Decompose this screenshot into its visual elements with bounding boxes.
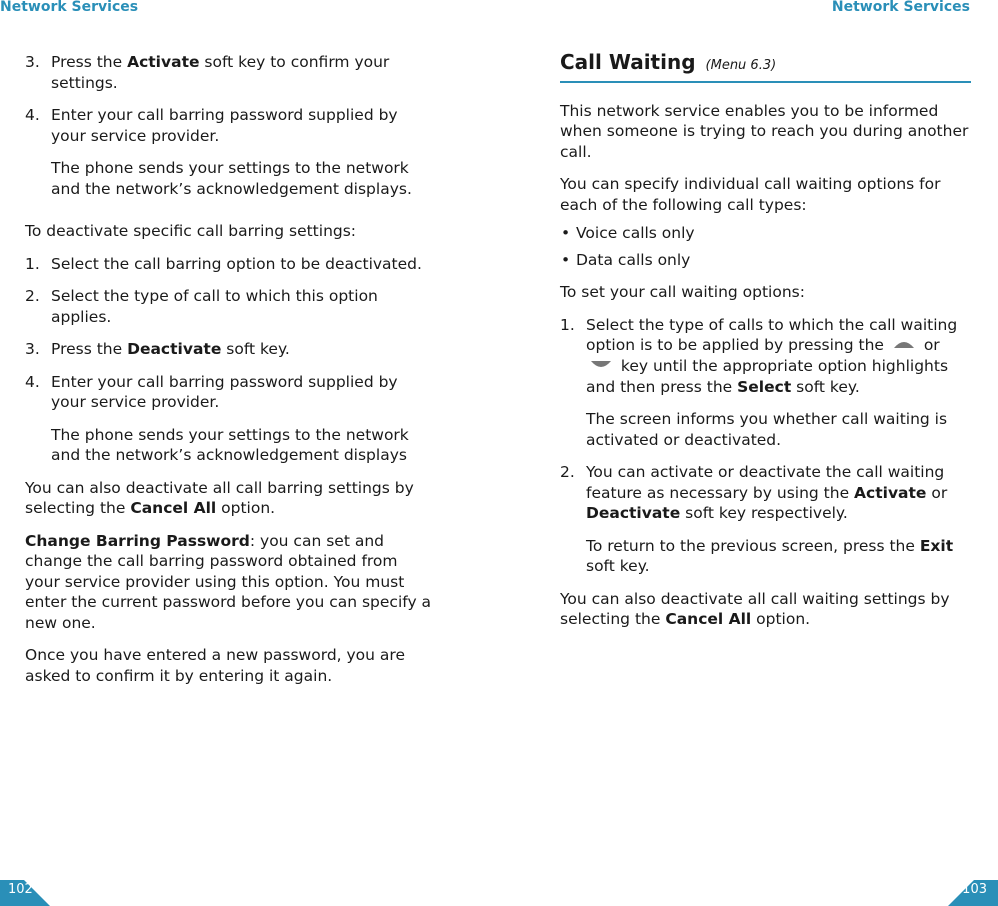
up-key-icon: [892, 335, 916, 356]
down-key-icon: [589, 356, 613, 377]
set-step-2-note: To return to the previous screen, press the Exit soft key.: [586, 536, 954, 575]
deactivate-step-2: 2. Select the type of call to which this option applies.: [25, 287, 378, 326]
running-header: Network Services: [831, 0, 970, 15]
deactivate-step-1: 1. Select the call barring option to be deactivated.: [25, 254, 422, 273]
page-number: 103: [962, 881, 987, 897]
step-3-activate: 3. Press the Activate soft key to confirm your settings.: [25, 53, 390, 92]
bullet-data: • Data calls only: [561, 250, 691, 269]
set-step-1: 1. Select the type of calls to which the call waiting option is to be applied by pressing the or key until the appropriate option highlights and then press the Select soft key.: [560, 315, 958, 396]
left-page-content: [25, 52, 435, 698]
deactivate-intro: To deactivate specific call barring settings:: [25, 222, 357, 240]
confirm-password-note: Once you have entered a new password, you are asked to confirm it by entering it again.: [25, 646, 405, 685]
call-waiting-intro: This network service enables you to be informed when someone is trying to reach you during another call.: [560, 101, 969, 161]
running-header: Network Services: [0, 0, 139, 15]
right-page-content: [560, 52, 970, 642]
section-title: [560, 52, 971, 83]
step-4-note: The phone sends your settings to the network and the network’s acknowledgement displays.: [51, 159, 412, 198]
menu-reference: (Menu 6.3): [705, 58, 777, 73]
change-barring-password: Change Barring Password: you can set and change the call barring password obtained from your service provider using this option. You must enter the current password before you can specify a new one.: [25, 531, 432, 632]
cancel-all-waiting: You can also deactivate all call waiting settings by selecting the Cancel All option.: [560, 589, 950, 628]
set-options-intro: To set your call waiting options:: [560, 283, 805, 301]
options-intro: You can specify individual call waiting options for each of the following call types:: [560, 175, 941, 214]
right-page: [499, 0, 998, 906]
bullet-voice: • Voice calls only: [561, 224, 695, 242]
deactivate-step-4: 4. Enter your call barring password supplied by your service provider.: [25, 372, 398, 411]
page-number: 102: [8, 881, 33, 897]
deactivate-step-3: 3. Press the Deactivate soft key.: [25, 340, 290, 358]
bullet-dot-icon: •: [561, 224, 571, 242]
bullet-dot-icon: •: [561, 250, 571, 269]
page-number-tab: [946, 876, 998, 906]
deactivate-step-4-note: The phone sends your settings to the network and the network’s acknowledgement displays: [51, 425, 409, 464]
section-heading: Call Waiting: [560, 50, 696, 74]
set-step-1-note: The screen informs you whether call waiting is activated or deactivated.: [586, 410, 948, 449]
cancel-all-barring: You can also deactivate all call barring settings by selecting the Cancel All option.: [25, 478, 414, 517]
set-step-2: 2. You can activate or deactivate the call waiting feature as necessary by using the Activate or Deactivate soft key respectively.: [560, 463, 948, 522]
step-4-password: 4. Enter your call barring password supplied by your service provider.: [25, 106, 398, 145]
page-number-tab: [0, 876, 52, 906]
